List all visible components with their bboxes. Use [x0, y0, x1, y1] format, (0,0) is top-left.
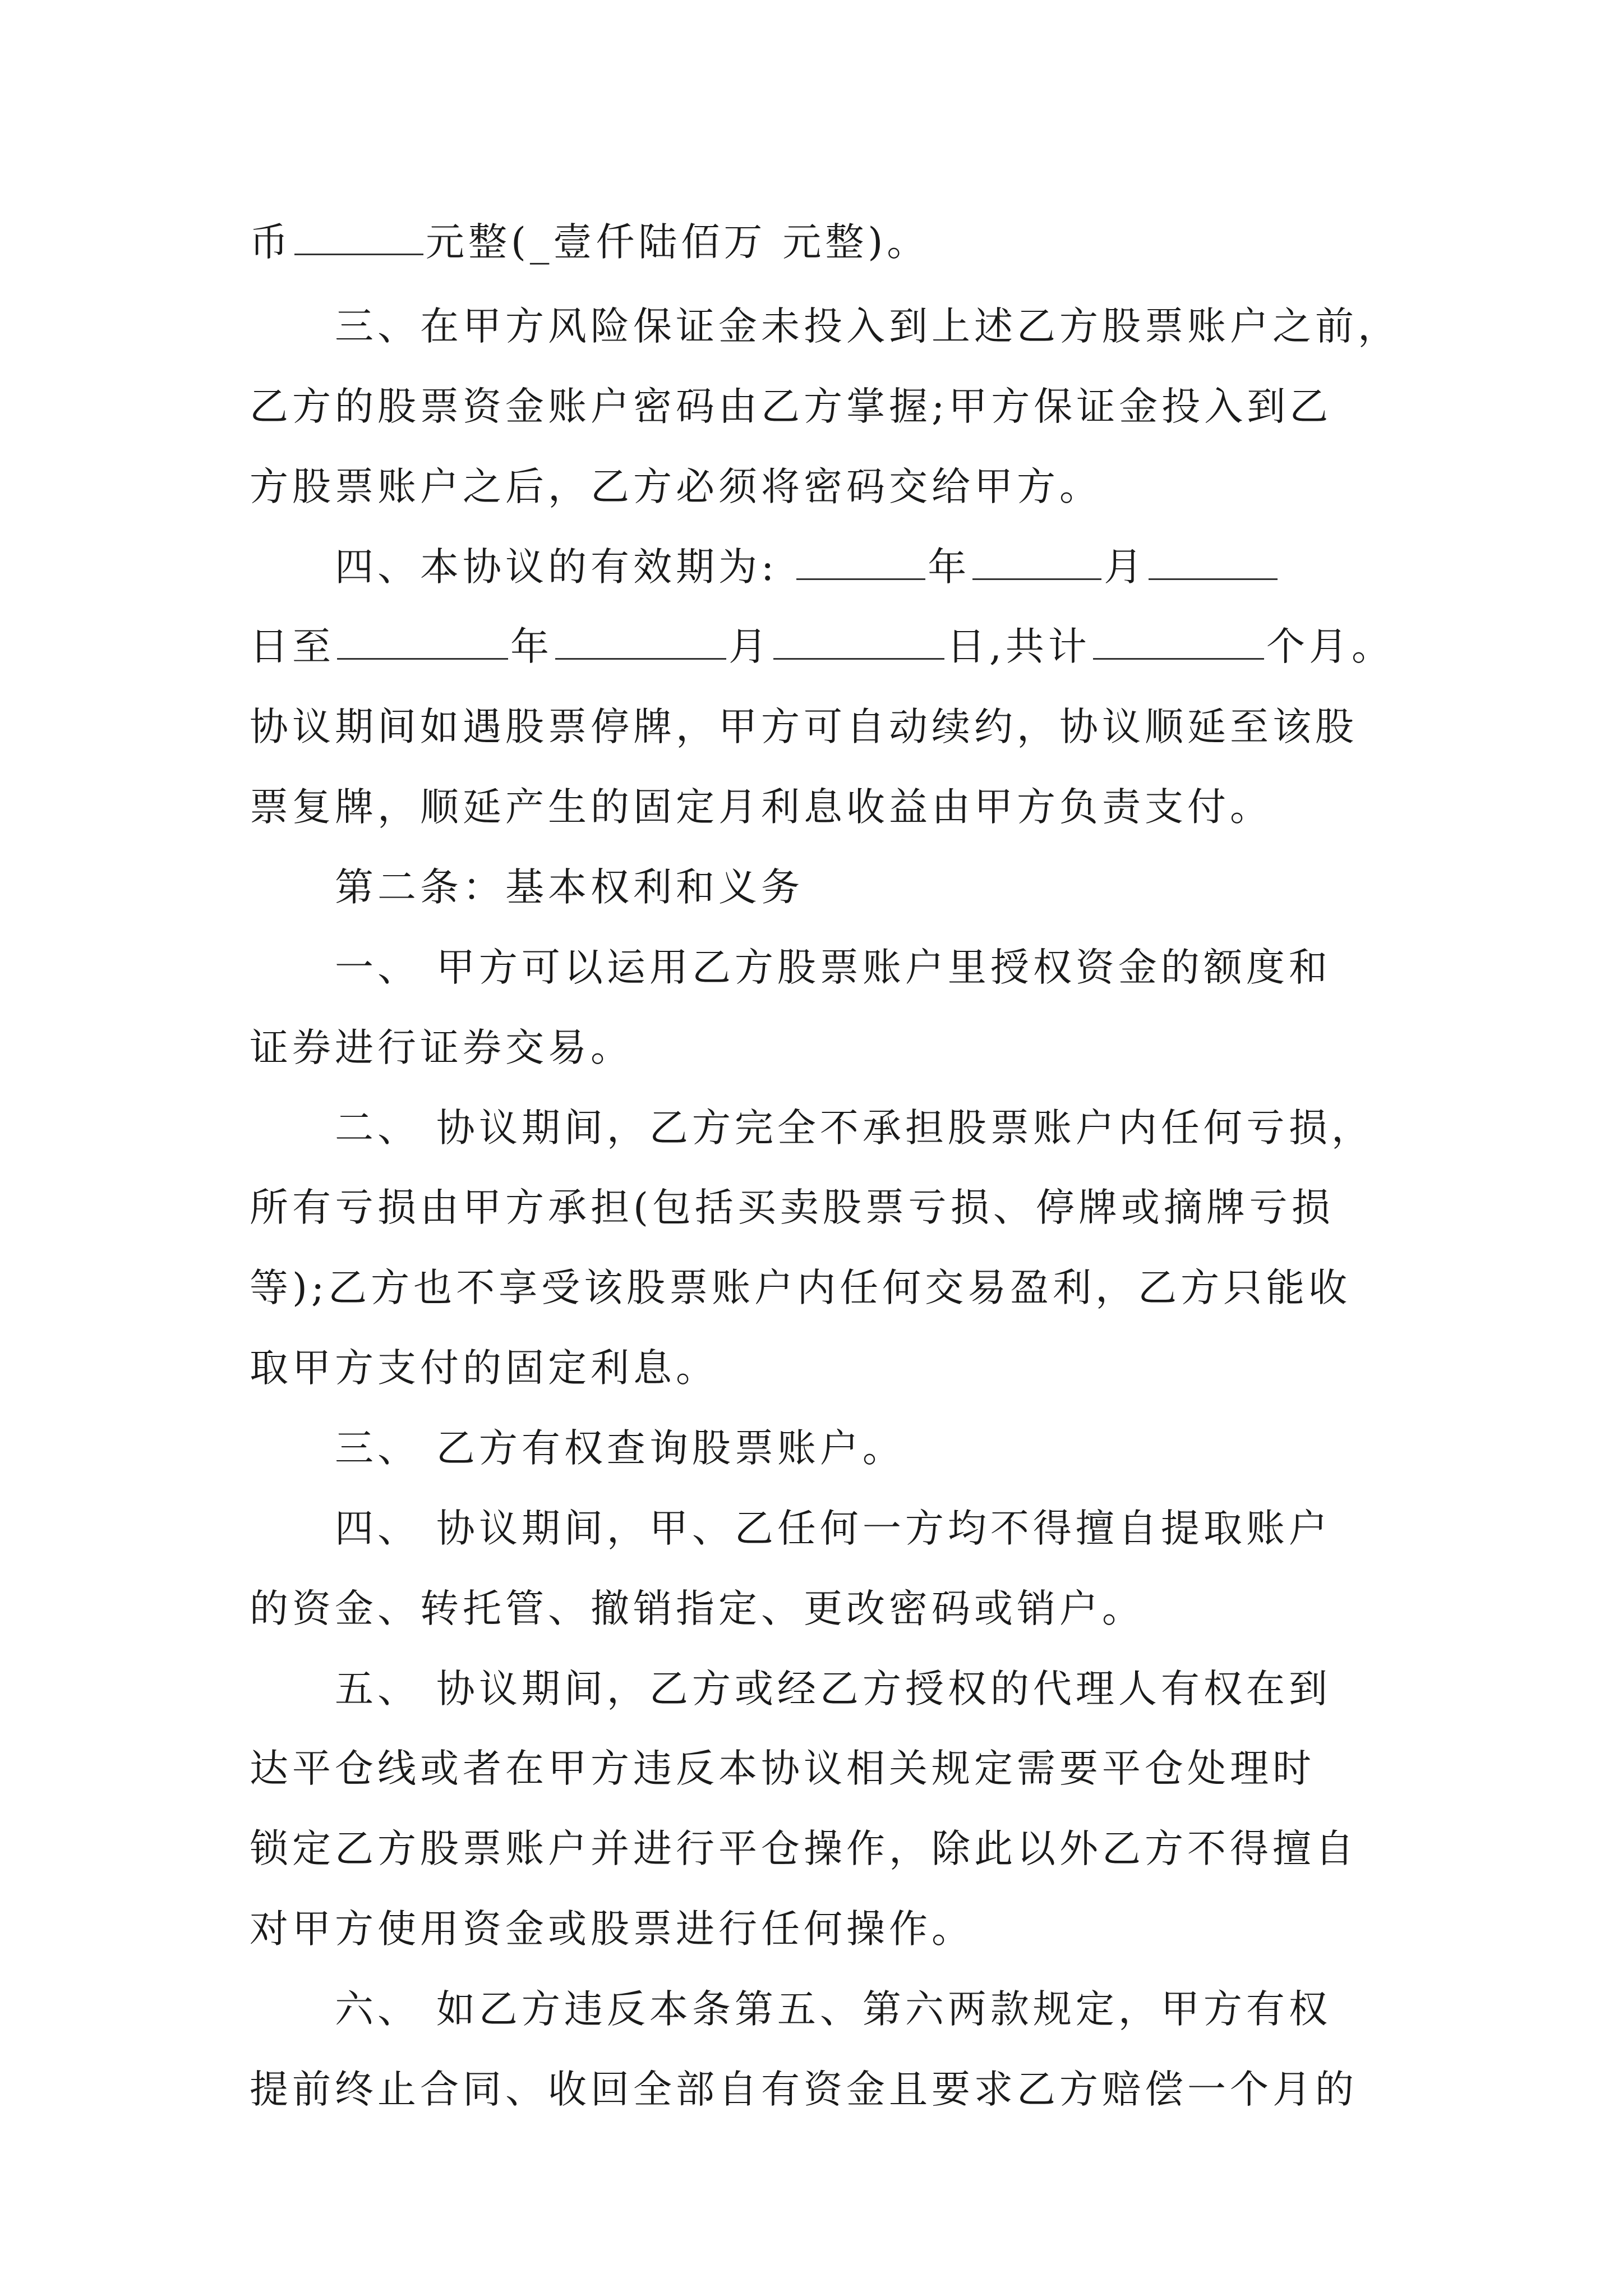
section-heading: 第二条：基本权利和义务: [335, 865, 804, 910]
fill-in-blank: [773, 655, 944, 660]
text-line: 二、 协议期间，乙方完全不承担股票账户内任何亏损，: [335, 1106, 1374, 1151]
text-line: 一、 甲方可以运用乙方股票账户里授权资金的额度和: [335, 945, 1331, 990]
text-line: 五、 协议期间，乙方或经乙方授权的代理人有权在到: [335, 1667, 1331, 1711]
fill-in-blank: [1093, 655, 1264, 660]
fill-in-blank: [796, 575, 925, 580]
text-line: 三、 乙方有权查询股票账户。: [335, 1426, 905, 1471]
fill-in-blank: [1149, 575, 1278, 580]
text-line: 日至 年 月 日,共计 个月。: [250, 624, 1394, 669]
text-line: 四、本协议的有效期为: 年 月: [335, 539, 1280, 595]
fill-in-blank: [555, 655, 726, 660]
text-line: 四、 协议期间，甲、乙任何一方均不得擅自提取账户: [335, 1506, 1331, 1551]
fill-in-blank: [337, 655, 508, 660]
text-line: 证券进行证券交易。: [250, 1025, 633, 1070]
text-line: 提前终止合同、收回全部自有资金且要求乙方赔偿一个月的: [250, 2067, 1358, 2112]
fill-in-blank: [972, 575, 1101, 580]
text-line: 协议期间如遇股票停牌，甲方可自动续约，协议顺延至该股: [250, 705, 1358, 749]
fill-in-blank: [294, 250, 423, 255]
text-line: 达平仓线或者在甲方违反本协议相关规定需要平仓处理时: [250, 1746, 1315, 1791]
text-line: 币 元整(_壹仟陆佰万 元整)。: [250, 220, 930, 265]
text-line: 方股票账户之后，乙方必须将密码交给甲方。: [250, 464, 1102, 509]
text-line: 六、 如乙方违反本条第五、第六两款规定，甲方有权: [335, 1987, 1331, 2032]
text-line: 等);乙方也不享受该股票账户内任何交易盈利，乙方只能收: [250, 1266, 1352, 1310]
text-line: 所有亏损由甲方承担(包括买卖股票亏损、停牌或摘牌亏损: [250, 1185, 1334, 1230]
text-line: 三、在甲方风险保证金未投入到上述乙方股票账户之前，: [335, 304, 1400, 349]
text-line: 取甲方支付的固定利息。: [250, 1346, 718, 1391]
text-line: 锁定乙方股票账户并进行平仓操作，除此以外乙方不得擅自: [250, 1826, 1358, 1871]
text-line: 乙方的股票资金账户密码由乙方掌握;甲方保证金投入到乙: [250, 384, 1332, 429]
text-line: 的资金、转托管、撤销指定、更改密码或销户。: [250, 1586, 1145, 1631]
text-line: 票复牌，顺延产生的固定月利息收益由甲方负责支付。: [250, 785, 1272, 830]
text-line: 对甲方使用资金或股票进行任何操作。: [250, 1907, 974, 1952]
